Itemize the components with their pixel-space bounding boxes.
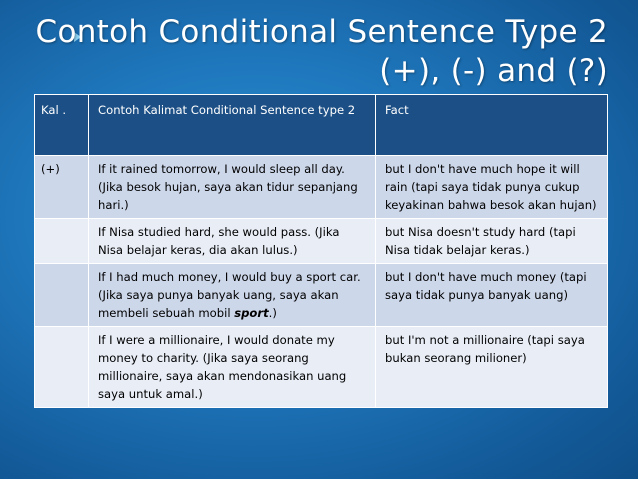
row-sign: [35, 219, 89, 264]
row-fact: but I'm not a millionaire (tapi saya bukan seorang milioner): [376, 327, 608, 408]
row-example: If I were a millionaire, I would donate my money to charity. (Jika saya seorang millionaire, saya akan mendonasikan uang saya untuk amal.): [89, 327, 376, 408]
row-sign: [35, 264, 89, 327]
slide-subtitle: (+), (-) and (?): [379, 53, 608, 89]
conditional-table: [34, 94, 608, 408]
table-row: [35, 156, 608, 219]
row-fact: but I don't have much hope it will rain (tapi saya tidak punya cukup keyakinan bahwa besok akan hujan): [376, 156, 608, 219]
row-fact: but Nisa doesn't study hard (tapi Nisa tidak belajar keras.): [376, 219, 608, 264]
row-sign: (+): [35, 156, 89, 219]
row-example-emphasis: sport: [234, 306, 269, 320]
row-example-text: If I had much money, I would buy a sport car. (Jika saya punya banyak uang, saya akan membeli sebuah mobil: [98, 270, 361, 320]
row-example: If Nisa studied hard, she would pass. (Jika Nisa belajar keras, dia akan lulus.): [89, 219, 376, 264]
row-example-tail: .): [268, 306, 277, 320]
row-example: If it rained tomorrow, I would sleep all day. (Jika besok hujan, saya akan tidur sepanjang hari.): [89, 156, 376, 219]
row-fact: but I don't have much money (tapi saya tidak punya banyak uang): [376, 264, 608, 327]
header-fact: Fact: [376, 95, 608, 156]
table-row: [35, 327, 608, 408]
table-row: [35, 219, 608, 264]
header-kal: Kal .: [35, 95, 89, 156]
slide-title: Contoh Conditional Sentence Type 2: [35, 14, 608, 50]
table-row: [35, 264, 608, 327]
row-example: [89, 264, 376, 327]
row-sign: [35, 327, 89, 408]
header-example: Contoh Kalimat Conditional Sentence type 2: [89, 95, 376, 156]
table-header-row: [35, 95, 608, 156]
